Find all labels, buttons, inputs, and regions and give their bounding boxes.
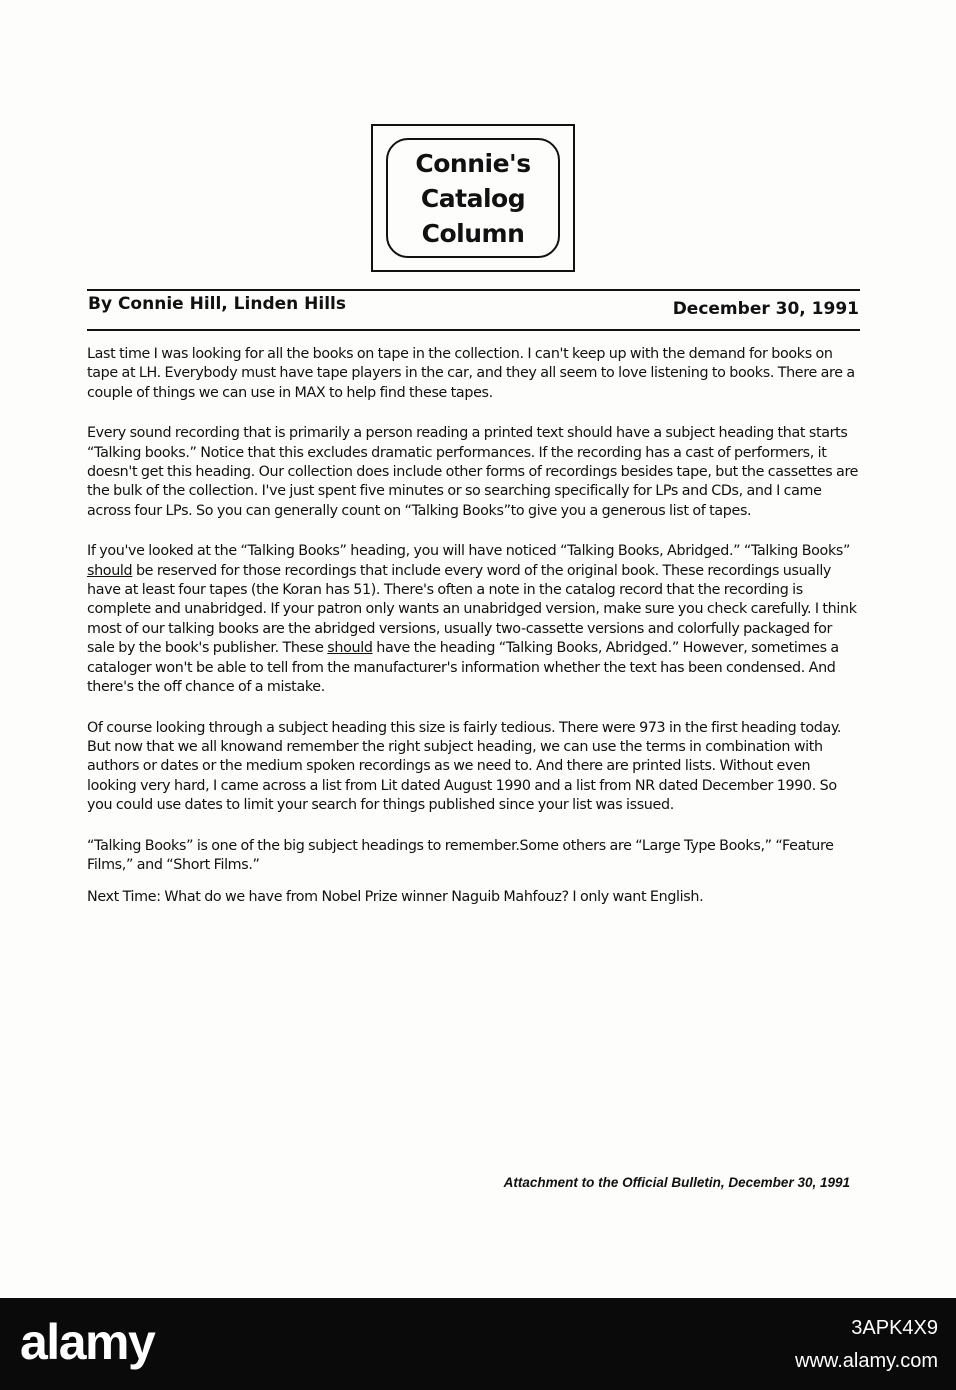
paragraph-1: Last time I was looking for all the books on tape in the collection. I can't keep up with the demand for books on tape at LH. Everybody must have tape players in the car, and they all seem to love listening to books. There are a couple of things we can use in MAX to help find these tapes.	[87, 346, 855, 401]
header-rule-bottom	[87, 329, 860, 331]
watermark-brand-text: alamy	[20, 1314, 155, 1370]
paragraph-3-part-b: be reserved for those recordings that include every word of the original book. These recordings usually have at least four tapes (the Koran has 51). There's often a note in the catalog record that the recording is complete and unabridged. If your patron only wants an unabridged version, make sure you check carefully. I think most of our talking books are the abridged versions, usually two-cassette versions and colorfully packaged for sale by the book's publisher. These	[87, 562, 857, 657]
paragraph-6: Next Time: What do we have from Nobel Prize winner Naguib Mahfouz? I only want English.	[87, 889, 704, 906]
paragraph-5: “Talking Books” is one of the big subject headings to remember.Some others are “Large Type Books,” “Feature Films,” and “Short Films.”	[87, 837, 834, 873]
paragraph-3	[87, 542, 860, 697]
logo-line-3: Column	[421, 218, 525, 248]
article-body	[87, 345, 860, 929]
paragraph-4: Of course looking through a subject heading this size is fairly tedious. There were 973 in the first heading today. But now that we all knowand remember the right subject heading, we can use the terms in combination with authors or dates or the medium spoken recordings as we need to. And there are printed lists. Without even looking very hard, I came across a list from Lit dated August 1990 and a list from NR dated December 1990. So you could use dates to limit your search for things published since your list was issued.	[87, 719, 842, 814]
column-logo-title	[415, 146, 530, 251]
watermark-url: www.alamy.com	[795, 1350, 938, 1372]
paragraph-3-part-a: If you've looked at the “Talking Books” heading, you will have noticed “Talking Books, Abridged.” “Talking Books”	[87, 543, 851, 560]
byline: By Connie Hill, Linden Hills	[88, 294, 346, 314]
column-logo-frame	[386, 138, 560, 258]
logo-line-2: Catalog	[420, 183, 526, 213]
footer-attribution: Attachment to the Official Bulletin, December 30, 1991	[503, 1175, 850, 1190]
watermark-image-code: 3APK4X9	[851, 1317, 938, 1339]
paragraph-3-underline-1: should	[87, 562, 133, 579]
watermark-brand	[20, 1313, 154, 1371]
issue-date: December 30, 1991	[672, 299, 859, 319]
paragraph-3-part-c: have the heading “Talking Books, Abridged.” However, sometimes a cataloger won't be able to tell from the manufacturer's information whether the text has been condensed. And there's the off chance of a mistake.	[87, 640, 839, 696]
column-logo	[371, 124, 575, 272]
paragraph-2: Every sound recording that is primarily a person reading a printed text should have a subject heading that starts “Talking books.” Notice that this excludes dramatic performances. If the recording has a cast of performers, it doesn't get this heading. Our collection does include other forms of recordings besides tape, but the cassettes are the bulk of the collection. I've just spent five minutes or so searching specifically for LPs and CDs, and I came across four LPs. So you can generally count on “Talking Books”to give you a generous list of tapes.	[87, 425, 859, 519]
header-rule-top	[87, 289, 860, 291]
paragraph-3-underline-2: should	[327, 640, 373, 657]
logo-line-1: Connie's	[415, 148, 531, 178]
